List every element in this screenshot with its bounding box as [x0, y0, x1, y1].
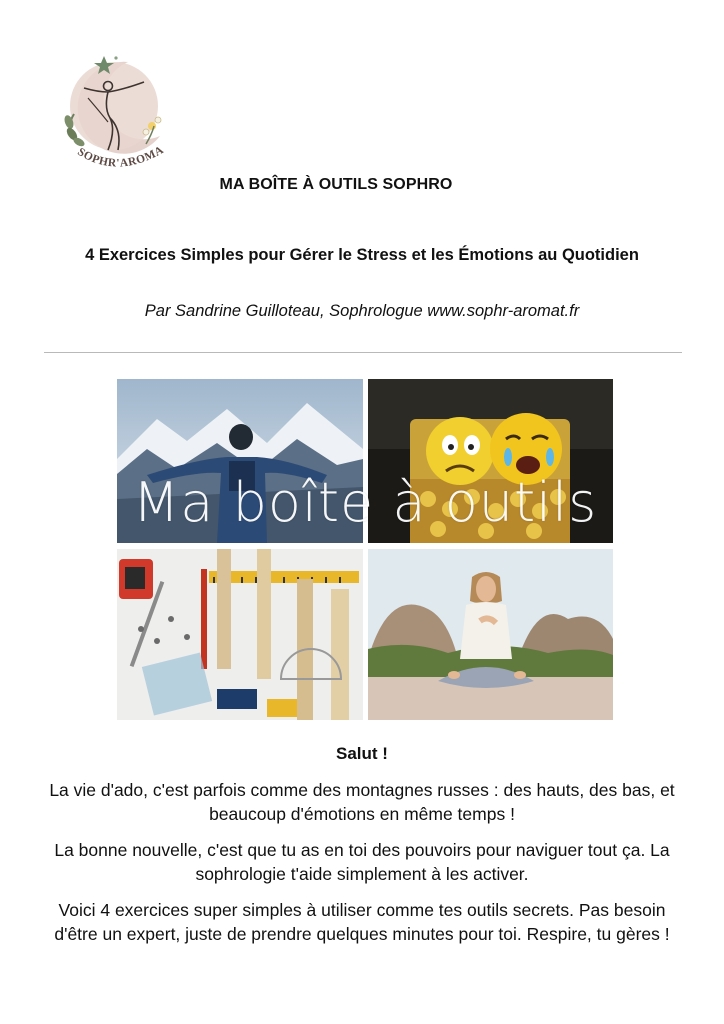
intro-paragraph-1: La vie d'ado, c'est parfois comme des montagnes russes : des hauts, des bas, et beaucoup d'émotions en même temps ! — [49, 780, 675, 824]
intro-paragraph-2: La bonne nouvelle, c'est que tu as en toi des pouvoirs pour naviguer tout ça. La sophrologie t'aide simplement à les activer. — [54, 840, 670, 884]
greeting: Salut ! — [336, 744, 388, 763]
sophrology-crescent-dancer-logo — [58, 52, 176, 182]
meditating-woman-photo — [368, 549, 613, 720]
document-subtitle: 4 Exercices Simples pour Gérer le Stress et les Émotions au Quotidien — [85, 246, 639, 264]
svg-text:SOPHR'AROMAT: SOPHR'AROMA — [75, 144, 166, 170]
woodworking-tools-photo — [117, 549, 363, 720]
logo — [58, 52, 176, 182]
collage-overlay-title: Ma boîte à outils — [132, 471, 598, 534]
author-byline: Par Sandrine Guilloteau, Sophrologue www.sophr-aromat.fr — [144, 302, 580, 320]
divider — [44, 352, 682, 353]
photo-collage — [117, 379, 613, 720]
intro-paragraph-3: Voici 4 exercices super simples à utiliser comme tes outils secrets. Pas besoin d'être un expert, juste de prendre quelques minutes pour toi. Respire, tu gères ! — [54, 900, 670, 944]
document-title: MA BOÎTE À OUTILS SOPHRO — [219, 176, 453, 193]
